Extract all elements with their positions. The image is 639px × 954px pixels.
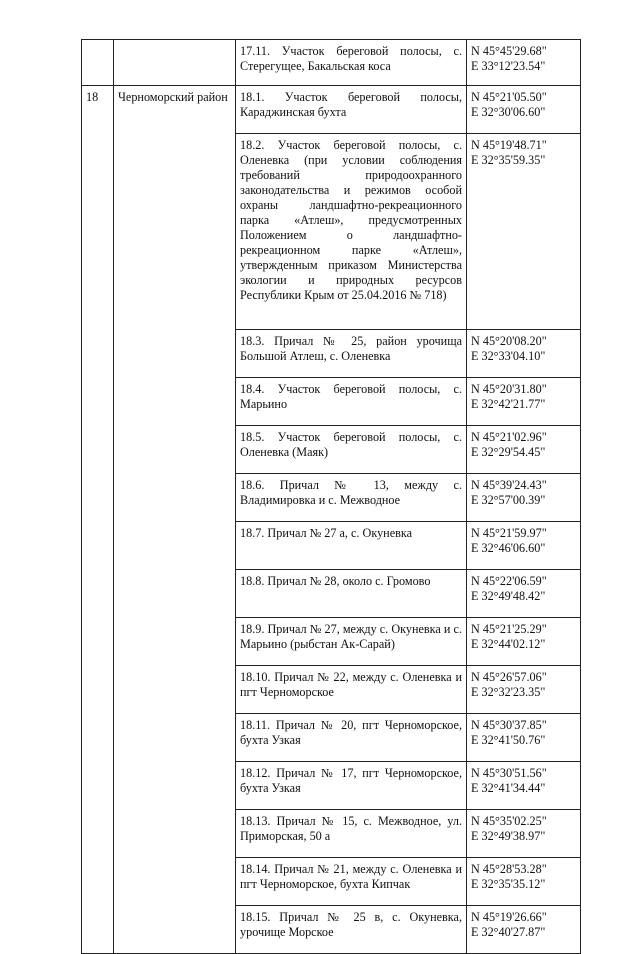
longitude: E 32°41'34.44" [471, 781, 546, 795]
longitude: E 32°41'50.76" [471, 733, 546, 747]
latitude: N 45°20'31.80" [471, 382, 547, 396]
longitude: E 32°35'35.12" [471, 877, 546, 891]
coordinates-cell [467, 714, 581, 762]
coordinates-cell [467, 858, 581, 906]
longitude: E 32°57'00.39" [471, 493, 546, 507]
longitude: E 33°12'23.54" [471, 59, 546, 73]
location-description: 18.7. Причал № 27 а, с. Окуневка [236, 522, 467, 570]
location-description: 18.13. Причал № 15, с. Межводное, ул. Приморская, 50 а [236, 810, 467, 858]
coordinates-cell [467, 474, 581, 522]
latitude: N 45°35'02.25" [471, 814, 547, 828]
latitude: N 45°45'29.68" [471, 44, 547, 58]
latitude: N 45°22'06.59" [471, 574, 547, 588]
coordinates-cell [467, 378, 581, 426]
coordinates-cell [467, 426, 581, 474]
location-description: 17.11. Участок береговой полосы, с. Стерегущее, Бакальская коса [236, 40, 467, 86]
coordinates-cell [467, 666, 581, 714]
longitude: E 32°42'21.77" [471, 397, 546, 411]
longitude: E 32°49'38.97" [471, 829, 546, 843]
latitude: N 45°20'08.20" [471, 334, 547, 348]
location-description: 18.3. Причал № 25, район урочища Большой Атлеш, с. Оленевка [236, 330, 467, 378]
location-description: 18.2. Участок береговой полосы, с. Оленевка (при условии соблюдения требований природоохранного законодательства и режимов особой охраны ландшафтно-рекреационного парка «Атлеш», предусмотренных Положением о ландшафтно-рекреационном парке «Атлеш», утвержденным приказом Министерства экологии и природных ресурсов Республики Крым от 25.04.2016 № 718) [236, 134, 467, 330]
latitude: N 45°21'02.96" [471, 430, 547, 444]
longitude: E 32°29'54.45" [471, 445, 546, 459]
coordinates-cell [467, 330, 581, 378]
coordinates-cell [467, 570, 581, 618]
latitude: N 45°21'25.29" [471, 622, 547, 636]
coordinates-cell [467, 762, 581, 810]
region-cell [114, 40, 236, 86]
location-description: 18.12. Причал № 17, пгт Черноморское, бухта Узкая [236, 762, 467, 810]
location-description: 18.11. Причал № 20, пгт Черноморское, бухта Узкая [236, 714, 467, 762]
latitude: N 45°26'57.06" [471, 670, 547, 684]
longitude: E 32°46'06.60" [471, 541, 546, 555]
section-number-cell: 18 [82, 86, 114, 954]
longitude: E 32°30'06.60" [471, 105, 546, 119]
longitude: E 32°49'48.42" [471, 589, 546, 603]
row-number-cell [82, 40, 114, 86]
location-description: 18.9. Причал № 27, между с. Окуневка и с. Марьино (рыбстан Ак-Сарай) [236, 618, 467, 666]
coordinates-cell [467, 906, 581, 954]
location-description: 18.5. Участок береговой полосы, с. Оленевка (Маяк) [236, 426, 467, 474]
coordinates-cell [467, 86, 581, 134]
latitude: N 45°19'26.66" [471, 910, 547, 924]
location-description: 18.4. Участок береговой полосы, с. Марьино [236, 378, 467, 426]
coordinates-cell [467, 522, 581, 570]
latitude: N 45°39'24.43" [471, 478, 547, 492]
latitude: N 45°30'51.56" [471, 766, 547, 780]
longitude: E 32°35'59.35" [471, 153, 546, 167]
coordinates-cell [467, 134, 581, 330]
coordinates-cell [467, 810, 581, 858]
coordinates-cell [467, 40, 581, 86]
location-description: 18.14. Причал № 21, между с. Оленевка и пгт Черноморское, бухта Кипчак [236, 858, 467, 906]
longitude: E 32°44'02.12" [471, 637, 546, 651]
longitude: E 32°32'23.35" [471, 685, 546, 699]
location-description: 18.6. Причал № 13, между с. Владимировка и с. Межводное [236, 474, 467, 522]
location-description: 18.10. Причал № 22, между с. Оленевка и пгт Черноморское [236, 666, 467, 714]
location-description: 18.8. Причал № 28, около с. Громово [236, 570, 467, 618]
coordinates-cell [467, 618, 581, 666]
latitude: N 45°28'53.28" [471, 862, 547, 876]
longitude: E 32°33'04.10" [471, 349, 546, 363]
latitude: N 45°21'05.50" [471, 90, 547, 104]
location-description: 18.1. Участок береговой полосы, Караджинская бухта [236, 86, 467, 134]
beach-locations-table [81, 39, 581, 954]
location-description: 18.15. Причал № 25 в, с. Окуневка, урочище Морское [236, 906, 467, 954]
latitude: N 45°19'48.71" [471, 138, 547, 152]
longitude: E 32°40'27.87" [471, 925, 546, 939]
table-row-continuation [82, 40, 581, 86]
table-row [82, 86, 581, 134]
latitude: N 45°30'37.85" [471, 718, 547, 732]
region-name-cell: Черноморский район [114, 86, 236, 954]
latitude: N 45°21'59.97" [471, 526, 547, 540]
